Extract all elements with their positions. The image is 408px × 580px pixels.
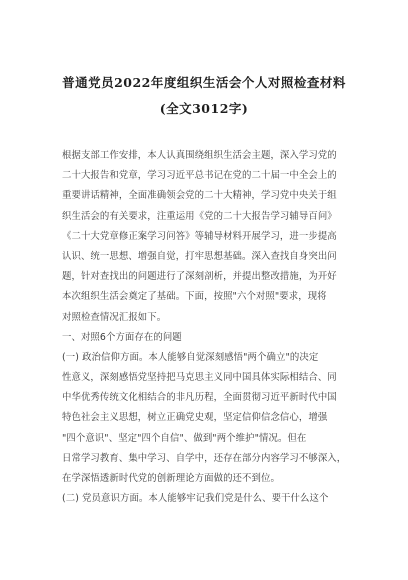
body-line: 《二十大党章修正案学习问答》等辅导材料开展学习，进一步提高 (62, 230, 337, 242)
body-line: "四个意识"、坚定"四个自信"、做到"两个维护"情况。但在 (62, 432, 307, 444)
body-line: 认识、统一思想、增强自觉，打牢思想基础。深入查找自身突出问 (62, 250, 337, 262)
body-line: 重要讲话精神，全面准确领会党的二十大精神，学习党中央关于组 (62, 190, 337, 202)
body-line: 根据支部工作安排，本人认真围绕组织生活会主题，深入学习党的 (62, 150, 337, 161)
body-line: 织生活会的有关要求，注重运用《党的二十大报告学习辅导百问》 (62, 210, 337, 222)
body-line: (二) 党员意识方面。本人能够牢记我们党是什么、要干什么这个 (62, 493, 329, 505)
body-line: 性意义，深刻感悟党坚持把马克思主义同中国具体实际相结合、同 (62, 372, 337, 384)
body-line: 日常学习教育、集中学习、自学中，还存在部分内容学习不够深入， (62, 452, 347, 464)
body-line: (一) 政治信仰方面。本人能够自觉深刻感悟"两个确立"的决定 (62, 351, 319, 363)
document-header (0, 74, 408, 118)
body-line: 中华优秀传统文化相结合的非凡历程，全面贯彻习近平新时代中国 (62, 392, 337, 404)
body-line: 特色社会主义思想，树立正确党史观，坚定信仰信念信心，增强 (62, 412, 328, 424)
body-line: 二十大报告和党章，学习习近平总书记在党的二十届一中全会上的 (62, 170, 337, 182)
document-subtitle: (全文3012字) (159, 101, 249, 116)
document-body (62, 146, 352, 509)
body-line: 在学深悟透新时代党的创新理论方面做的还不到位。 (62, 473, 280, 484)
body-line: 对照检查情况汇报如下。 (62, 311, 167, 323)
body-line: 题，针对查找出的问题进行了深刻剖析，并提出整改措施，为开好 (62, 271, 337, 283)
document-title: 普通党员2022年度组织生活会个人对照检查材料 (62, 75, 346, 90)
section-heading: 一、对照6个方面存在的问题 (62, 331, 182, 343)
body-line: 本次组织生活会奠定了基础。下面，按照"六个对照"要求，现将 (62, 291, 327, 303)
